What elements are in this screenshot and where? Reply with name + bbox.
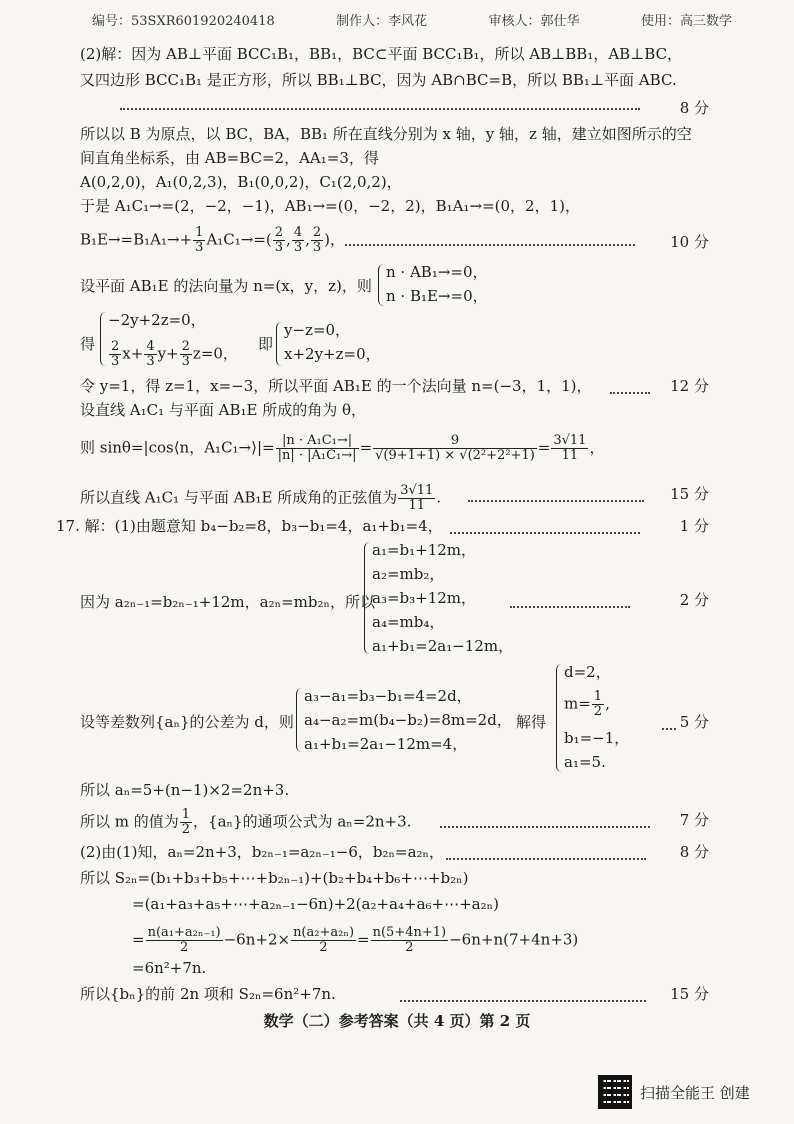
- sysA-4: a₁+b₁=2a₁−12m，: [372, 637, 514, 655]
- sys2-b: $\frac{2}{3}$ x+ $\frac{4}{3}$ y+ $\frac{2}{3}$ z=0，: [111, 339, 238, 369]
- sysB-0: a₃−a₁=b₃−b₁=4=2d，: [304, 687, 472, 705]
- q17-line1: 17. 解：(1)由题意知 b₄−b₂=8，b₃−b₁=4，a₁+b₁=4，: [56, 517, 443, 535]
- frac-2-3: $\frac{2}{3}$: [274, 225, 284, 255]
- score-1: 1 分: [679, 517, 709, 535]
- score-2: 2 分: [679, 591, 709, 609]
- q17-m: 所以 m 的值为 $\frac{1}{2}$ ，{aₙ}的通项公式为 aₙ=2n+3.: [80, 807, 412, 837]
- page-header: [92, 10, 732, 29]
- scanner-watermark: 扫描全能王 创建: [640, 1084, 750, 1102]
- dot-leader: [446, 858, 646, 860]
- p2-line9: 令 y=1，得 z=1，x=−3，所以平面 AB₁E 的一个法向量 n=(−3，1，1)，: [80, 377, 592, 395]
- qr-code-icon: [598, 1075, 632, 1109]
- solve-label: 解得: [516, 713, 547, 731]
- q17-s2: =(a₁+a₃+a₅+⋯+a₂ₙ₋₁−6n)+2(a₂+a₄+a₆+⋯+a₂ₙ): [132, 895, 499, 913]
- p2-line8: 设平面 AB₁E 的法向量为 n=(x，y，z)，则: [80, 277, 372, 295]
- sysB-1: a₄−a₂=m(b₄−b₂)=8m=2d，: [304, 711, 512, 729]
- frac-one-third: $\frac{1}{3}$: [195, 225, 204, 255]
- page-footer: 数学（二）参考答案（共 4 页）第 2 页: [263, 1012, 531, 1030]
- score-15: 15 分: [670, 485, 709, 503]
- p2-line7: B₁E→=B₁A₁→+ $\frac{1}{3}$ A₁C₁→=( $\frac{2}{3}$ , $\frac{4}{3}$ , $\frac{2}{3}$ )，: [80, 225, 346, 255]
- brace: [364, 542, 371, 654]
- sys3-a: y−z=0，: [284, 321, 351, 339]
- doc-reviewer: 审核人：郭仕华: [488, 14, 580, 29]
- sysA-0: a₁=b₁+12m，: [372, 541, 477, 559]
- p2-line3: 所以以 B 为原点，以 BC，BA，BB₁ 所在直线分别为 x 轴，y 轴，z 轴，建立如图所示的空: [80, 125, 692, 143]
- sysC-1: m= $\frac{1}{2}$ ,: [564, 689, 610, 719]
- sys2-a: −2y+2z=0，: [108, 311, 206, 329]
- brace: [100, 312, 107, 366]
- sys1-a: n · AB₁→=0，: [386, 263, 488, 281]
- p2-line4: 间直角坐标系，由 AB=BC=2，AA₁=3，得: [80, 149, 379, 167]
- sysA-3: a₄=mb₄，: [372, 613, 445, 631]
- q17-s3: = $\frac{\text{n(a₁+a₂ₙ₋₁)}}{2}$ −6n+2× $\frac{\text{n(a₂+a₂ₙ)}}{2}$ = $\frac{n(5+4n+1)}{2}$ −6n+n(7+4n+3): [132, 925, 579, 955]
- q17-s1: 所以 S₂ₙ=(b₁+b₃+b₅+⋯+b₂ₙ₋₁)+(b₂+b₄+b₆+⋯+b₂ₙ): [80, 869, 469, 887]
- brace: [378, 264, 385, 306]
- score-12: 12 分: [670, 377, 709, 395]
- be-expr-2: A₁C₁→=(: [206, 230, 272, 249]
- sysC-3: a₁=5.: [564, 753, 606, 771]
- brace: [296, 688, 303, 752]
- q17-because: 因为 a₂ₙ₋₁=b₂ₙ₋₁+12m，a₂ₙ=mb₂ₙ，所以: [80, 593, 375, 611]
- dot-leader: [610, 392, 650, 394]
- p2-line2: 又四边形 BCC₁B₁ 是正方形，所以 BB₁⊥BC，因为 AB∩BC=B，所以 BB₁⊥平面 ABC.: [80, 71, 677, 89]
- dot-leader: [400, 1000, 646, 1002]
- dot-leader: [345, 244, 635, 246]
- score-15b: 15 分: [670, 985, 709, 1003]
- brace: [276, 322, 283, 366]
- p2-line6: 于是 A₁C₁→=(2，−2，−1)，AB₁→=(0，−2，2)，B₁A₁→=(0，2，1)，: [80, 197, 580, 215]
- sys3-b: x+2y+z=0，: [284, 345, 381, 363]
- sysA-1: a₂=mb₂，: [372, 565, 445, 583]
- p2-line12: 所以直线 A₁C₁ 与平面 AB₁E 所成角的正弦值为 $\frac{3√11}{11}$ .: [80, 483, 442, 513]
- p2-line5: A(0,2,0)，A₁(0,2,3)，B₁(0,0,2)，C₁(2,0,2)，: [80, 173, 402, 191]
- doc-maker: 制作人：李风花: [336, 14, 428, 29]
- be-expr: B₁E→=B₁A₁→+: [80, 230, 193, 249]
- sys1-b: n · B₁E→=0，: [386, 287, 488, 305]
- dot-leader: [120, 108, 640, 110]
- frac-2-3b: $\frac{2}{3}$: [312, 225, 322, 255]
- doc-code: 编号：53SXR601920240418: [92, 14, 275, 29]
- q17-p2: (2)由(1)知，aₙ=2n+3，b₂ₙ₋₁=a₂ₙ₋₁−6，b₂ₙ=a₂ₙ，: [80, 843, 445, 861]
- p2-line10: 设直线 A₁C₁ 与平面 AB₁E 所成的角为 θ，: [80, 401, 367, 419]
- dot-leader: [440, 826, 650, 828]
- q17-an: 所以 aₙ=5+(n−1)×2=2n+3.: [80, 781, 290, 799]
- q17-setd: 设等差数列{aₙ}的公差为 d，则: [80, 713, 294, 731]
- doc-usage: 使用：高三数学: [640, 14, 732, 29]
- p2-line11: 则 sinθ=|cos⟨n，A₁C₁→⟩|= $\frac{\text{|n · A₁C₁→|}}{\text{|n| · |A₁C₁→|}}$ = $\frac{9}{\text{√(9+1+1) × √(2²+2²+1)}}$ = $\frac{3√11}{11}$ ，: [80, 433, 605, 463]
- score-8: 8 分: [679, 99, 709, 117]
- dot-leader: [468, 500, 644, 502]
- score-5: 5 分: [679, 713, 709, 731]
- score-8b: 8 分: [679, 843, 709, 861]
- frac-4-3: $\frac{4}{3}$: [293, 225, 303, 255]
- q17-s5: 所以{bₙ}的前 2n 项和 S₂ₙ=6n²+7n.: [80, 985, 336, 1003]
- p2-line1: (2)解：因为 AB⊥平面 BCC₁B₁，BB₁，BC⊂平面 BCC₁B₁，所以 AB⊥BB₁，AB⊥BC，: [80, 45, 683, 63]
- jiji-label: 即: [258, 335, 274, 353]
- score-7: 7 分: [679, 811, 709, 829]
- sysB-2: a₁+b₁=2a₁−12m=4，: [304, 735, 468, 753]
- dot-leader: [450, 532, 640, 534]
- brace: [556, 664, 563, 772]
- sysA-2: a₃=b₃+12m，: [372, 589, 477, 607]
- q17-s4: =6n²+7n.: [132, 959, 207, 977]
- dot-leader: [662, 728, 676, 730]
- de-label: 得: [80, 335, 96, 353]
- dot-leader: [510, 606, 630, 608]
- score-10: 10 分: [670, 233, 709, 251]
- sysC-2: b₁=−1，: [564, 729, 630, 747]
- sysC-0: d=2，: [564, 663, 611, 681]
